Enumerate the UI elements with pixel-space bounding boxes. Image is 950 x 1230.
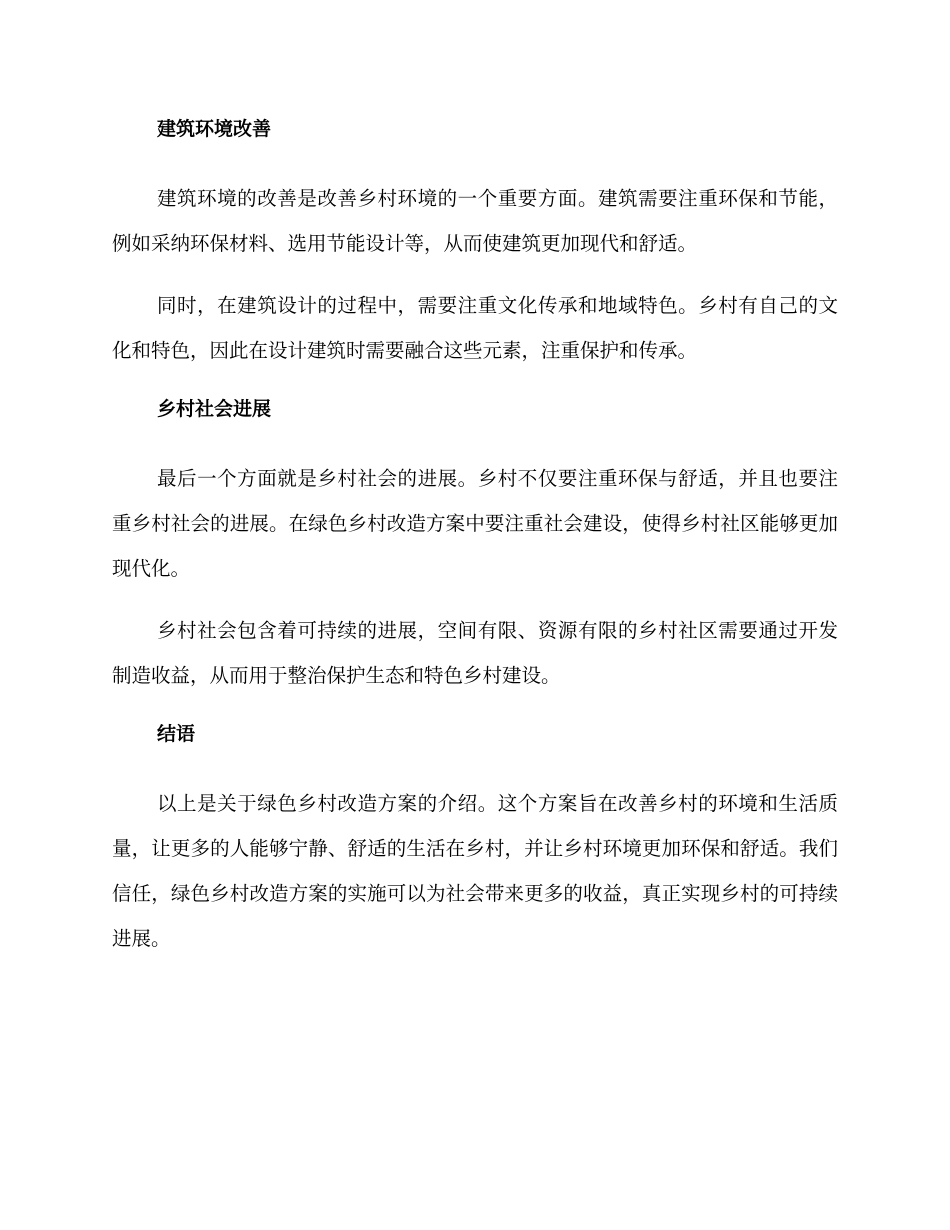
paragraph: 乡村社会包含着可持续的进展，空间有限、资源有限的乡村社区需要通过开发制造收益，从而用于整治保护生态和特色乡村建设。	[112, 619, 838, 687]
paragraph: 以上是关于绿色乡村改造方案的介绍。这个方案旨在改善乡村的环境和生活质量，让更多的人能够宁静、舒适的生活在乡村，并让乡村环境更加环保和舒适。我们信任，绿色乡村改造方案的实施可以为社会带来更多的收益，真正实现乡村的可持续进展。	[112, 792, 838, 950]
section-heading: 建筑环境改善	[157, 118, 272, 140]
section-heading: 结语	[157, 723, 196, 745]
document-body	[112, 110, 838, 978]
paragraph: 同时，在建筑设计的过程中，需要注重文化传承和地域特色。乡村有自己的文化和特色，因此在设计建筑时需要融合这些元素，注重保护和传承。	[112, 294, 838, 362]
paragraph: 最后一个方面就是乡村社会的进展。乡村不仅要注重环保与舒适，并且也要注重乡村社会的进展。在绿色乡村改造方案中要注重社会建设，使得乡村社区能够更加现代化。	[112, 467, 838, 580]
section-heading: 乡村社会进展	[157, 398, 272, 420]
paragraph: 建筑环境的改善是改善乡村环境的一个重要方面。建筑需要注重环保和节能，例如采纳环保材料、选用节能设计等，从而使建筑更加现代和舒适。	[112, 187, 838, 255]
